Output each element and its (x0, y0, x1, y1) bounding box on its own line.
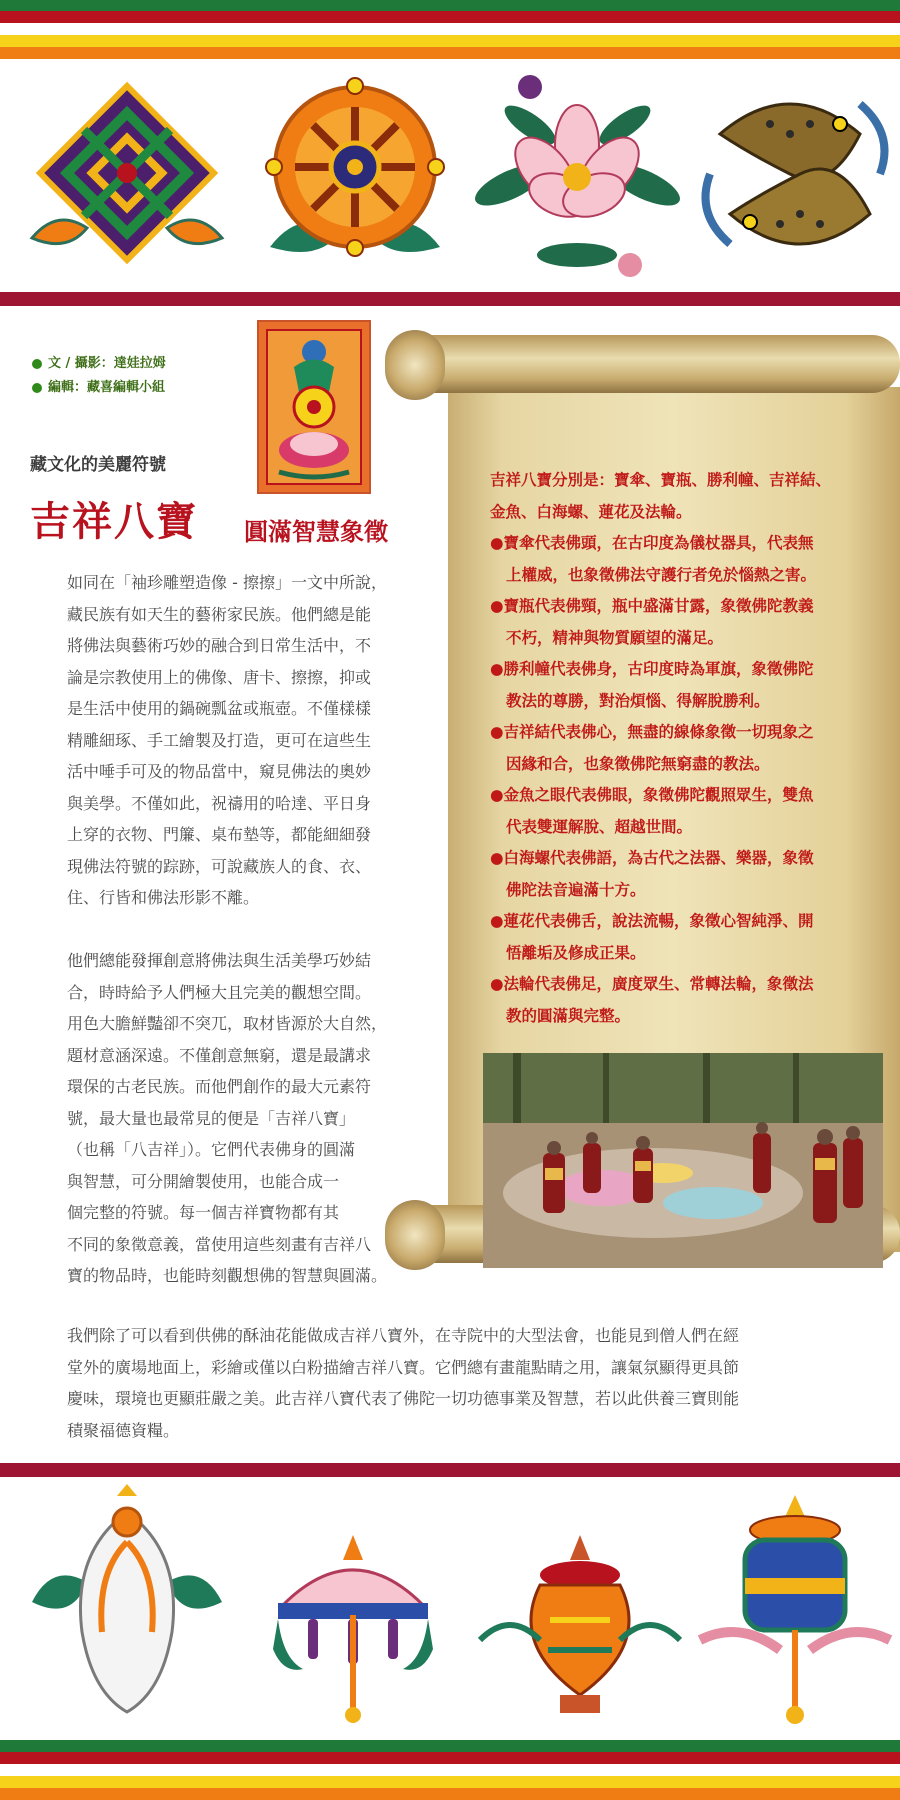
red-bullet-icon: ● (490, 534, 504, 552)
top-stripe-yellow (0, 35, 900, 47)
thangka-image (257, 320, 371, 494)
red-bullet-icon: ● (490, 975, 504, 993)
red-bullet-icon: ● (490, 912, 504, 930)
red-bullet-icon: ● (490, 597, 504, 615)
top-stripe-green (0, 0, 900, 11)
credit-author: 文 / 攝影：達娃拉姆 (32, 352, 166, 376)
endless-knot-icon (22, 68, 232, 278)
eight-treasures-list (490, 465, 890, 1032)
dharma-wheel-icon (250, 72, 460, 282)
list-item: ●白海螺代表佛語，為古代之法器、樂器，象徵 佛陀法音遍滿十方。 (490, 849, 814, 899)
white-conch-icon (22, 1482, 232, 1722)
list-item: ●寶傘代表佛頭，在古印度為儀杖器具，代表無 上權威，也象徵佛法守護行者免於惱熱之害。 (490, 534, 817, 584)
list-item: ●法輪代表佛足，廣度眾生、常轉法輪，象徵法 教的圓滿與完整。 (490, 975, 814, 1025)
scroll-bottom-roll-end (385, 1200, 445, 1270)
bottom-stripe-orange (0, 1788, 900, 1800)
bottom-stripe-green (0, 1740, 900, 1752)
golden-fish-icon (690, 64, 900, 282)
red-bullet-icon: ● (490, 849, 504, 867)
bullet-dot-icon (32, 359, 42, 369)
paragraph-3: 我們除了可以看到供佛的酥油花能做成吉祥八寶外，在寺院中的大型法會，也能見到僧人們在經 堂外的廣場地面上，彩繪或僅以白粉描繪吉祥八寶。它們總有畫龍點睛之用，讓氣氛顯得更具節 慶味，環境也更顯莊嚴之美。此吉祥八寶代表了佛陀一切功德事業及智慧，若以此供養三寶則能 積聚福德資糧。 (67, 1326, 740, 1440)
list-item: ●寶瓶代表佛頸，瓶中盛滿甘露，象徵佛陀教義 不朽，精神與物質願望的滿足。 (490, 597, 814, 647)
list-item: ●勝利幢代表佛身，古印度時為軍旗，象徵佛陀 教法的尊勝，對治煩惱、得解脫勝利。 (490, 660, 814, 710)
credit-editor: 編輯：藏喜編輯小組 (32, 376, 166, 400)
scroll-intro: 吉祥八寶分別是：寶傘、寶瓶、勝利幢、吉祥結、 金魚、白海螺、蓮花及法輪。 (490, 471, 832, 521)
article-title: 吉祥八寶 (30, 498, 198, 545)
monks-sand-drawing-photo (483, 1053, 883, 1268)
bullet-dot-icon (32, 383, 42, 393)
list-item: ●蓮花代表佛舌，說法流暢，象徵心智純淨、開 悟離垢及修成正果。 (490, 912, 814, 962)
list-item: ●金魚之眼代表佛眼，象徵佛陀觀照眾生，雙魚 代表雙運解脫、超越世間。 (490, 786, 814, 836)
red-bullet-icon: ● (490, 723, 504, 741)
paragraph-2: 他們總能發揮創意將佛法與生活美學巧妙結 合，時時給予人們極大且完美的觀想空間。 用色大膽鮮豔卻不突兀，取材皆源於大自然， 題材意涵深遠。不僅創意無窮，還是最講求 環保的古老民族。而他們創作的最大元素符 號，最大量也最常見的便是「吉祥八寶」 （也稱「八吉祥」）。它們代表佛身的圓滿 與智慧，可分開繪製使用，也能合成一 個完整的符號。每一個吉祥寶物都有其 不同的象徵意義，當使用這些刻畫有吉祥八 寶的物品時，也能時刻觀想佛的智慧與圓滿。 (67, 951, 388, 1285)
lotus-icon (470, 65, 685, 280)
victory-banner-icon (690, 1490, 900, 1730)
list-item: ●吉祥結代表佛心，無盡的線條象徵一切現象之 因緣和合，也象徵佛陀無窮盡的教法。 (490, 723, 814, 773)
footer-divider (0, 1463, 900, 1477)
parasol-icon (248, 1525, 458, 1725)
bottom-stripe-white (0, 1764, 900, 1776)
top-stripe-red (0, 11, 900, 23)
scroll-top-roll-end (385, 330, 445, 400)
article-tagline: 圓滿智慧象徵 (244, 518, 388, 546)
red-bullet-icon: ● (490, 660, 504, 678)
credits (32, 352, 166, 400)
header-divider (0, 292, 900, 306)
bottom-stripe-red (0, 1752, 900, 1764)
scroll-top-roll (395, 335, 900, 393)
red-bullet-icon: ● (490, 786, 504, 804)
top-stripe-orange (0, 47, 900, 59)
treasure-vase-icon (470, 1530, 690, 1730)
article-subtitle: 藏文化的美麗符號 (30, 455, 166, 475)
top-stripe-white (0, 23, 900, 35)
paragraph-1: 如同在「袖珍雕塑造像 - 擦擦」一文中所說， 藏民族有如天生的藝術家民族。他們總是能 將佛法與藝術巧妙的融合到日常生活中，不 論是宗教使用上的佛像、唐卡、擦擦，抑或 是生活中使用的鍋碗瓢盆或瓶壺。不僅樣樣 精雕細琢、手工繪製及打造，更可在這些生 活中唾手可及的物品當中，窺見佛法的奧妙 與美學。不僅如此，祝禱用的哈達、平日身 上穿的衣物、門簾、桌布墊等，都能細細發 現佛法符號的踪跡，可說藏族人的食、衣、 住、行皆和佛法形影不離。 (67, 573, 387, 907)
bottom-stripe-yellow (0, 1776, 900, 1788)
